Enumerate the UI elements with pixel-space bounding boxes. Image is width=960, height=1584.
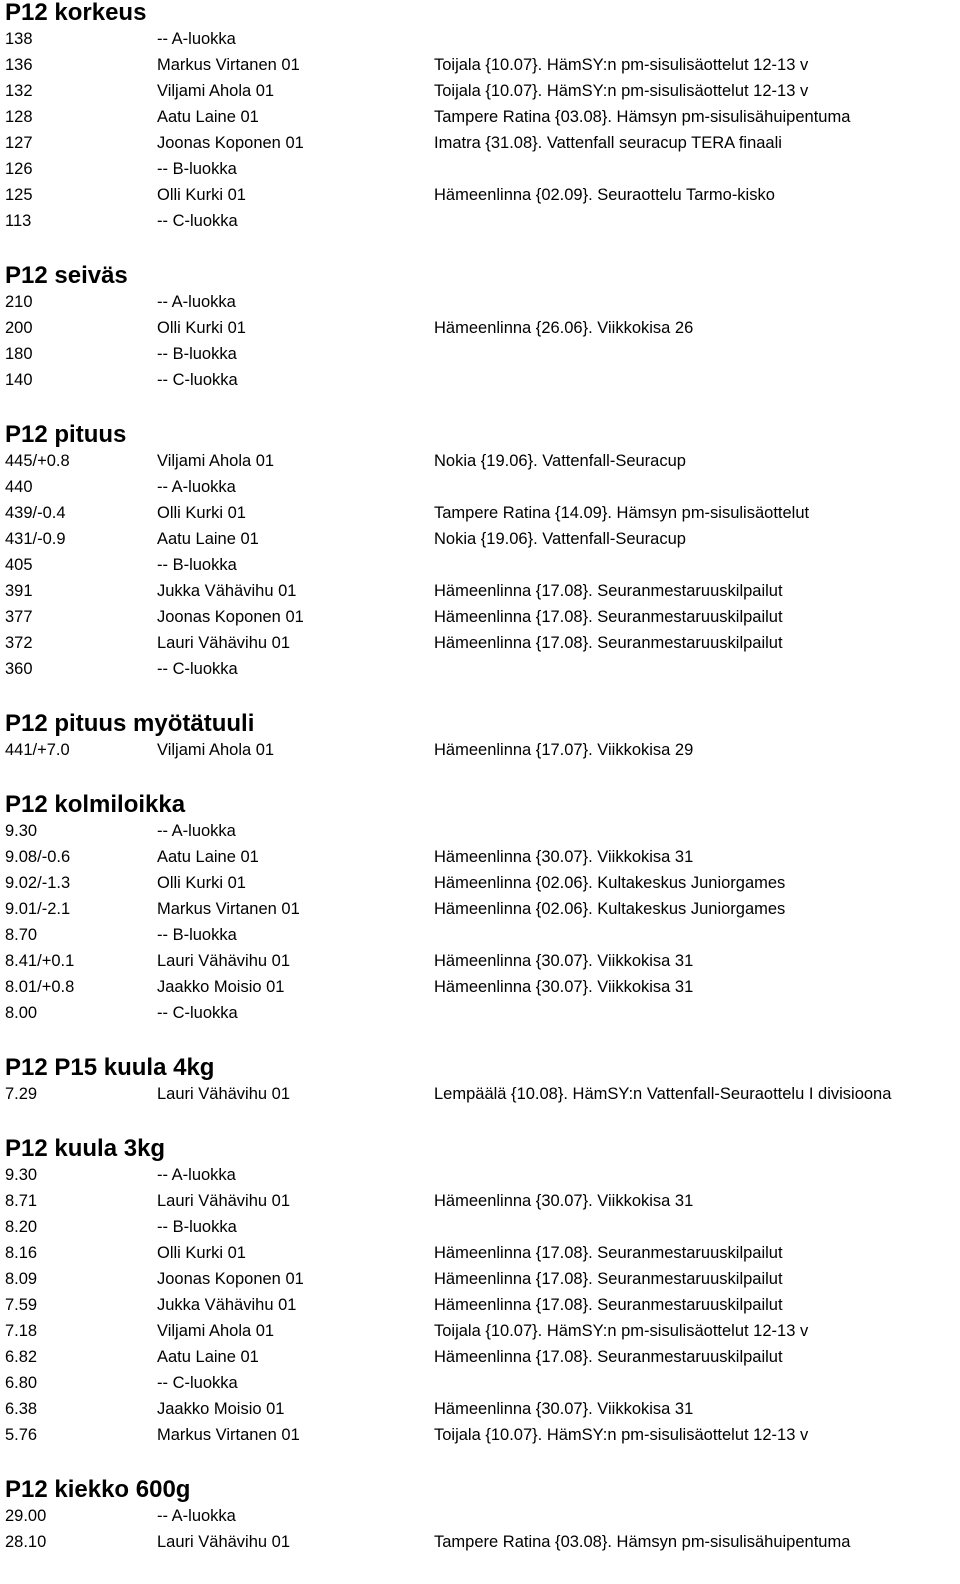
result-row xyxy=(5,552,955,578)
result-value: 6.80 xyxy=(5,1374,38,1392)
athlete-name: Viljami Ahola 01 xyxy=(157,741,275,759)
result-row xyxy=(5,367,955,393)
competition-info: Hämeenlinna {02.06}. Kultakeskus Juniorgames xyxy=(434,874,786,892)
competition-info: Tampere Ratina {03.08}. Hämsyn pm-sisulisähuipentuma xyxy=(434,1533,851,1551)
athlete-name: Viljami Ahola 01 xyxy=(157,82,275,100)
athlete-name: -- A-luokka xyxy=(157,822,236,840)
result-row xyxy=(5,289,955,315)
result-value: 127 xyxy=(5,134,33,152)
result-value: 405 xyxy=(5,556,33,574)
athlete-name: Lauri Vähävihu 01 xyxy=(157,1192,291,1210)
result-row xyxy=(5,526,955,552)
event-section xyxy=(5,1136,955,1448)
result-row xyxy=(5,1240,955,1266)
result-value: 138 xyxy=(5,30,33,48)
result-row xyxy=(5,974,955,1000)
athlete-name: Jukka Vähävihu 01 xyxy=(157,1296,297,1314)
event-section xyxy=(5,263,955,393)
result-row xyxy=(5,1214,955,1240)
athlete-name: Jaakko Moisio 01 xyxy=(157,1400,285,1418)
result-value: 210 xyxy=(5,293,33,311)
result-row xyxy=(5,1370,955,1396)
result-value: 360 xyxy=(5,660,33,678)
competition-info: Toijala {10.07}. HämSY:n pm-sisulisäottelut 12-13 v xyxy=(434,56,809,74)
athlete-name: Markus Virtanen 01 xyxy=(157,1426,300,1444)
section-title: P12 korkeus xyxy=(5,0,147,26)
result-value: 445/+0.8 xyxy=(5,452,70,470)
athlete-name: Joonas Koponen 01 xyxy=(157,134,304,152)
result-value: 132 xyxy=(5,82,33,100)
competition-info: Hämeenlinna {17.08}. Seuranmestaruuskilpailut xyxy=(434,634,783,652)
competition-info: Hämeenlinna {30.07}. Viikkokisa 31 xyxy=(434,848,694,866)
result-row xyxy=(5,1396,955,1422)
athlete-name: -- A-luokka xyxy=(157,1507,236,1525)
result-row xyxy=(5,104,955,130)
result-value: 8.41/+0.1 xyxy=(5,952,75,970)
competition-info: Hämeenlinna {02.06}. Kultakeskus Juniorgames xyxy=(434,900,786,918)
competition-info: Hämeenlinna {17.08}. Seuranmestaruuskilpailut xyxy=(434,608,783,626)
result-row xyxy=(5,26,955,52)
athlete-name: -- C-luokka xyxy=(157,660,238,678)
result-row xyxy=(5,52,955,78)
result-value: 7.18 xyxy=(5,1322,38,1340)
athlete-name: -- C-luokka xyxy=(157,212,238,230)
competition-info: Hämeenlinna {30.07}. Viikkokisa 31 xyxy=(434,952,694,970)
result-row xyxy=(5,737,955,763)
section-title: P12 kuula 3kg xyxy=(5,1135,166,1162)
result-row xyxy=(5,1266,955,1292)
result-row xyxy=(5,578,955,604)
result-row xyxy=(5,1000,955,1026)
result-value: 5.76 xyxy=(5,1426,38,1444)
result-value: 125 xyxy=(5,186,33,204)
athlete-name: Aatu Laine 01 xyxy=(157,108,259,126)
athlete-name: Olli Kurki 01 xyxy=(157,504,246,522)
result-value: 441/+7.0 xyxy=(5,741,70,759)
athlete-name: Lauri Vähävihu 01 xyxy=(157,634,291,652)
result-row xyxy=(5,78,955,104)
competition-info: Nokia {19.06}. Vattenfall-Seuracup xyxy=(434,530,686,548)
section-title: P12 P15 kuula 4kg xyxy=(5,1054,215,1081)
result-value: 113 xyxy=(5,212,32,230)
result-row xyxy=(5,1529,955,1555)
event-section xyxy=(5,422,955,682)
result-row xyxy=(5,1188,955,1214)
result-value: 8.09 xyxy=(5,1270,38,1288)
result-row xyxy=(5,448,955,474)
result-value: 6.38 xyxy=(5,1400,38,1418)
athlete-name: Aatu Laine 01 xyxy=(157,848,259,866)
athlete-name: Joonas Koponen 01 xyxy=(157,1270,304,1288)
result-value: 200 xyxy=(5,319,33,337)
event-section xyxy=(5,1477,955,1555)
section-title: P12 pituus myötätuuli xyxy=(5,710,255,737)
result-value: 8.70 xyxy=(5,926,38,944)
result-value: 126 xyxy=(5,160,33,178)
result-row xyxy=(5,208,955,234)
athlete-name: -- B-luokka xyxy=(157,926,237,944)
result-row xyxy=(5,1422,955,1448)
competition-info: Hämeenlinna {30.07}. Viikkokisa 31 xyxy=(434,1192,694,1210)
result-row xyxy=(5,818,955,844)
athlete-name: -- C-luokka xyxy=(157,1004,238,1022)
athlete-name: Lauri Vähävihu 01 xyxy=(157,1533,291,1551)
athlete-name: Aatu Laine 01 xyxy=(157,530,259,548)
result-row xyxy=(5,656,955,682)
athlete-name: -- A-luokka xyxy=(157,293,236,311)
event-section xyxy=(5,711,955,763)
result-value: 6.82 xyxy=(5,1348,38,1366)
result-value: 7.59 xyxy=(5,1296,38,1314)
result-value: 439/-0.4 xyxy=(5,504,66,522)
result-value: 180 xyxy=(5,345,33,363)
result-value: 8.71 xyxy=(5,1192,38,1210)
result-value: 9.02/-1.3 xyxy=(5,874,71,892)
athlete-name: -- A-luokka xyxy=(157,30,236,48)
athlete-name: Lauri Vähävihu 01 xyxy=(157,952,291,970)
athlete-name: -- C-luokka xyxy=(157,371,238,389)
result-row xyxy=(5,1318,955,1344)
result-value: 128 xyxy=(5,108,33,126)
athlete-name: Viljami Ahola 01 xyxy=(157,1322,275,1340)
competition-info: Toijala {10.07}. HämSY:n pm-sisulisäottelut 12-13 v xyxy=(434,1322,809,1340)
athlete-name: Joonas Koponen 01 xyxy=(157,608,304,626)
result-value: 377 xyxy=(5,608,33,626)
athlete-name: -- B-luokka xyxy=(157,345,237,363)
competition-info: Tampere Ratina {14.09}. Hämsyn pm-sisulisäottelut xyxy=(434,504,810,522)
competition-info: Hämeenlinna {17.08}. Seuranmestaruuskilpailut xyxy=(434,1270,783,1288)
competition-info: Nokia {19.06}. Vattenfall-Seuracup xyxy=(434,452,686,470)
athlete-name: -- B-luokka xyxy=(157,160,237,178)
result-row xyxy=(5,341,955,367)
result-value: 391 xyxy=(5,582,33,600)
section-title: P12 kiekko 600g xyxy=(5,1476,191,1503)
competition-info: Imatra {31.08}. Vattenfall seuracup TERA finaali xyxy=(434,134,782,152)
result-row xyxy=(5,604,955,630)
athlete-name: -- B-luokka xyxy=(157,1218,237,1236)
athlete-name: Lauri Vähävihu 01 xyxy=(157,1085,291,1103)
athlete-name: -- C-luokka xyxy=(157,1374,238,1392)
result-row xyxy=(5,948,955,974)
result-row xyxy=(5,1292,955,1318)
competition-info: Hämeenlinna {02.09}. Seuraottelu Tarmo-kisko xyxy=(434,186,775,204)
result-row xyxy=(5,896,955,922)
athlete-name: Markus Virtanen 01 xyxy=(157,900,300,918)
section-title: P12 pituus xyxy=(5,421,127,448)
result-row xyxy=(5,156,955,182)
result-row xyxy=(5,1344,955,1370)
athlete-name: Viljami Ahola 01 xyxy=(157,452,275,470)
result-row xyxy=(5,1081,955,1107)
section-title: P12 kolmiloikka xyxy=(5,791,186,818)
result-value: 8.16 xyxy=(5,1244,38,1262)
result-row xyxy=(5,182,955,208)
competition-info: Toijala {10.07}. HämSY:n pm-sisulisäottelut 12-13 v xyxy=(434,82,809,100)
competition-info: Hämeenlinna {30.07}. Viikkokisa 31 xyxy=(434,1400,694,1418)
athlete-name: -- A-luokka xyxy=(157,1166,236,1184)
result-value: 9.30 xyxy=(5,1166,38,1184)
competition-info: Lempäälä {10.08}. HämSY:n Vattenfall-Seuraottelu I divisioona xyxy=(434,1085,892,1103)
athlete-name: Olli Kurki 01 xyxy=(157,186,246,204)
result-value: 9.08/-0.6 xyxy=(5,848,71,866)
result-value: 136 xyxy=(5,56,33,74)
athlete-name: Jukka Vähävihu 01 xyxy=(157,582,297,600)
competition-info: Hämeenlinna {17.07}. Viikkokisa 29 xyxy=(434,741,694,759)
event-section xyxy=(5,792,955,1026)
result-value: 431/-0.9 xyxy=(5,530,66,548)
competition-info: Hämeenlinna {30.07}. Viikkokisa 31 xyxy=(434,978,694,996)
result-value: 9.30 xyxy=(5,822,38,840)
result-row xyxy=(5,130,955,156)
result-row xyxy=(5,315,955,341)
result-value: 8.01/+0.8 xyxy=(5,978,75,996)
event-section xyxy=(5,0,955,234)
athlete-name: Aatu Laine 01 xyxy=(157,1348,259,1366)
athlete-name: -- B-luokka xyxy=(157,556,237,574)
result-row xyxy=(5,870,955,896)
competition-info: Toijala {10.07}. HämSY:n pm-sisulisäottelut 12-13 v xyxy=(434,1426,809,1444)
athlete-name: Olli Kurki 01 xyxy=(157,319,246,337)
result-value: 28.10 xyxy=(5,1533,47,1551)
competition-info: Hämeenlinna {17.08}. Seuranmestaruuskilpailut xyxy=(434,582,783,600)
athlete-name: Jaakko Moisio 01 xyxy=(157,978,285,996)
result-row xyxy=(5,500,955,526)
result-value: 440 xyxy=(5,478,33,496)
result-value: 9.01/-2.1 xyxy=(5,900,71,918)
results-document xyxy=(5,0,955,1584)
result-row xyxy=(5,844,955,870)
athlete-name: -- A-luokka xyxy=(157,478,236,496)
competition-info: Hämeenlinna {17.08}. Seuranmestaruuskilpailut xyxy=(434,1296,783,1314)
competition-info: Hämeenlinna {17.08}. Seuranmestaruuskilpailut xyxy=(434,1348,783,1366)
result-value: 372 xyxy=(5,634,33,652)
athlete-name: Markus Virtanen 01 xyxy=(157,56,300,74)
competition-info: Hämeenlinna {26.06}. Viikkokisa 26 xyxy=(434,319,694,337)
athlete-name: Olli Kurki 01 xyxy=(157,874,246,892)
competition-info: Tampere Ratina {03.08}. Hämsyn pm-sisulisähuipentuma xyxy=(434,108,851,126)
section-title: P12 seiväs xyxy=(5,262,128,289)
result-value: 7.29 xyxy=(5,1085,38,1103)
result-value: 29.00 xyxy=(5,1507,47,1525)
result-row xyxy=(5,1162,955,1188)
result-value: 8.00 xyxy=(5,1004,38,1022)
result-row xyxy=(5,922,955,948)
athlete-name: Olli Kurki 01 xyxy=(157,1244,246,1262)
result-row xyxy=(5,1503,955,1529)
result-row xyxy=(5,474,955,500)
event-section xyxy=(5,1055,955,1107)
result-value: 8.20 xyxy=(5,1218,38,1236)
result-row xyxy=(5,630,955,656)
result-value: 140 xyxy=(5,371,33,389)
competition-info: Hämeenlinna {17.08}. Seuranmestaruuskilpailut xyxy=(434,1244,783,1262)
